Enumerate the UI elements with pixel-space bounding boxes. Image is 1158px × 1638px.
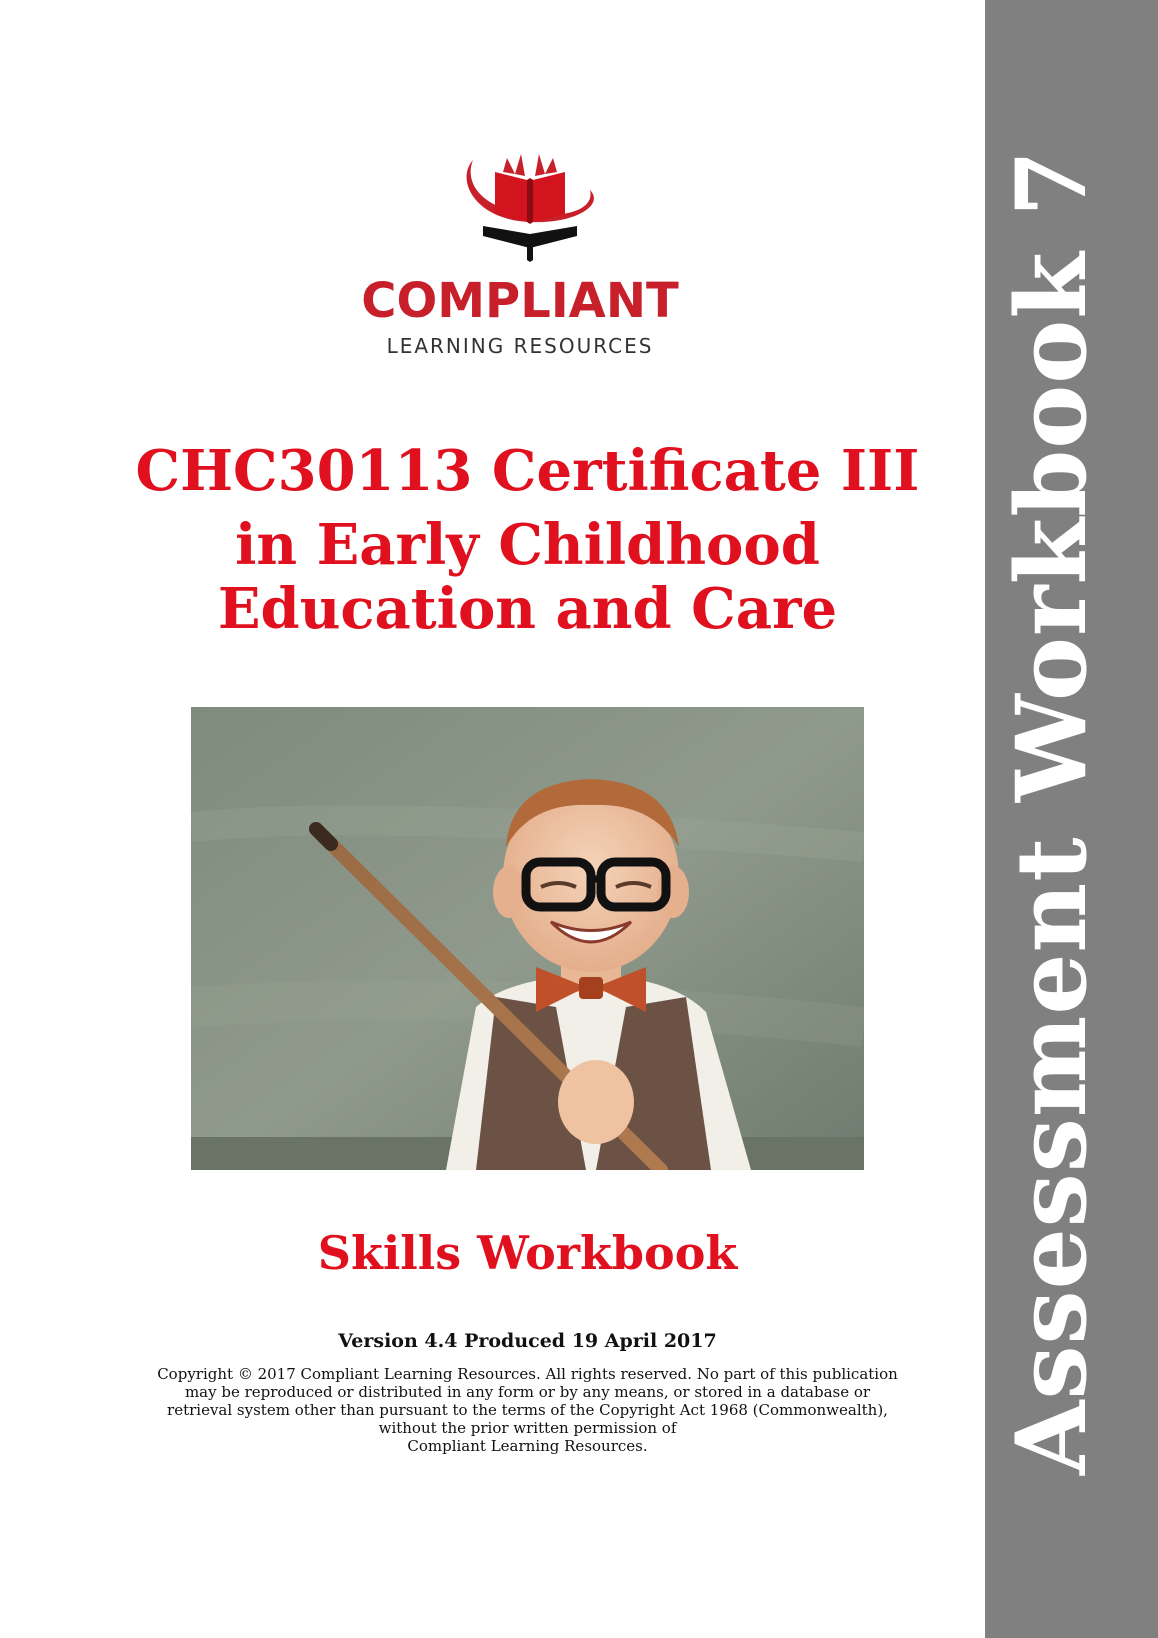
copyright-line-4: without the prior written permission of [378, 1419, 677, 1437]
course-title-line-2: in Early Childhood [235, 512, 820, 578]
logo-tagline: LEARNING RESOURCES [386, 334, 654, 358]
cover-photo [191, 707, 864, 1170]
course-title-line-1: CHC30113 Certificate III [135, 438, 920, 504]
course-title [100, 438, 955, 642]
version-info: Version 4.4 Produced 19 April 2017 [338, 1330, 717, 1352]
workbook-type: Skills Workbook [317, 1226, 738, 1280]
copyright-line-3: retrieval system other than pursuant to the terms of the Copyright Act 1968 (Commonwealth), [167, 1401, 888, 1419]
logo-brand-text: COMPLIANT [361, 273, 679, 329]
company-logo [355, 150, 685, 365]
child-with-pointer-photo-icon [191, 707, 864, 1170]
sidebar-title: Assessment Workbook 7 [995, 149, 1108, 1475]
open-book-logo-icon [455, 150, 605, 265]
copyright-line-1: Copyright © 2017 Compliant Learning Resources. All rights reserved. No part of this publication [157, 1365, 898, 1383]
copyright-notice [120, 1365, 935, 1455]
copyright-line-5: Compliant Learning Resources. [407, 1437, 648, 1455]
course-title-line-3: Education and Care [217, 576, 838, 642]
copyright-line-2: may be reproduced or distributed in any form or by any means, or stored in a database or [184, 1383, 871, 1401]
